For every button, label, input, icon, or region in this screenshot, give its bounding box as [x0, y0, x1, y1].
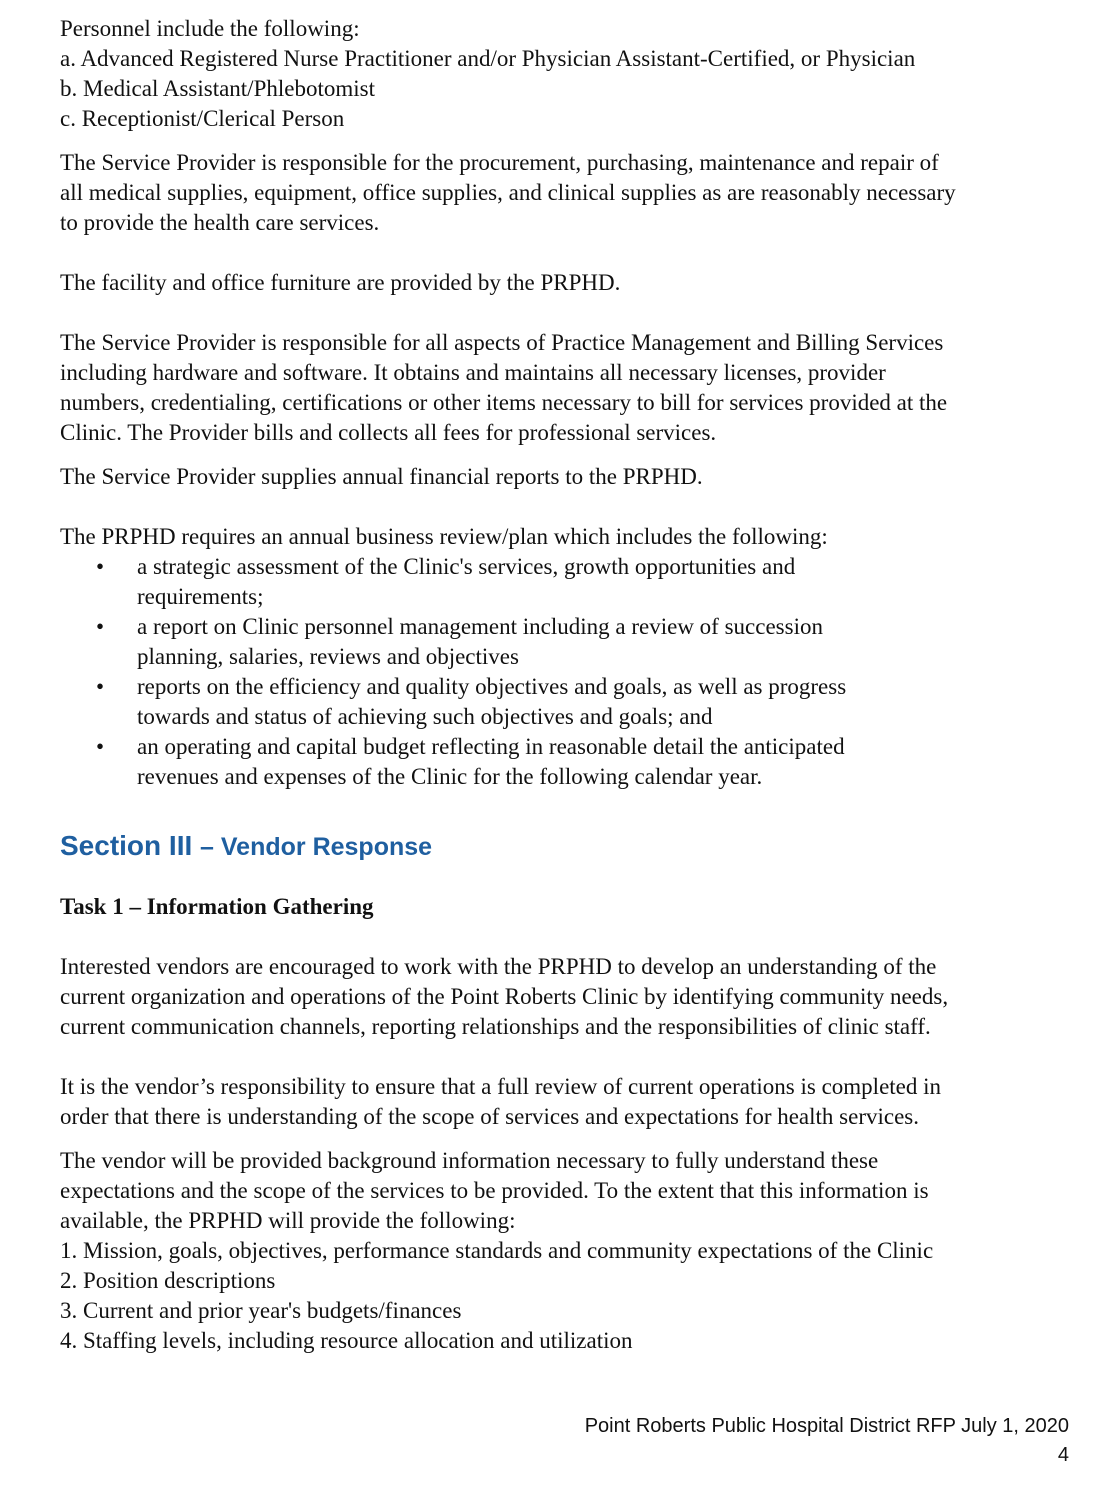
bullet-item [60, 732, 1090, 792]
bullet-icon: • [96, 554, 105, 579]
section-heading-sub: – Vendor Response [200, 833, 433, 861]
section-heading [60, 822, 1090, 866]
text-line: available, the PRPHD will provide the following: [60, 1208, 516, 1233]
text-line: requirements; [137, 584, 264, 609]
personnel-item: c. Receptionist/Clerical Person [60, 106, 345, 131]
bullet-icon: • [96, 674, 105, 699]
task-paragraph-2 [60, 1072, 1090, 1132]
document-page [60, 14, 1090, 1356]
billing-paragraph [60, 328, 1090, 448]
text-line: towards and status of achieving such objectives and goals; and [137, 704, 713, 729]
text-line: including hardware and software. It obtains and maintains all necessary licenses, provider [60, 360, 886, 385]
text-line: an operating and capital budget reflecting in reasonable detail the anticipated [137, 734, 845, 759]
text-line: The Service Provider is responsible for all aspects of Practice Management and Billing Services [60, 330, 944, 355]
review-paragraph [60, 522, 1090, 792]
procurement-paragraph [60, 148, 1090, 238]
text-line: a strategic assessment of the Clinic's services, growth opportunities and [137, 554, 796, 579]
text-line: The Service Provider is responsible for the procurement, purchasing, maintenance and repair of [60, 150, 939, 175]
personnel-block [60, 14, 1090, 134]
task-paragraph-1 [60, 952, 1090, 1042]
page-footer [585, 1412, 1069, 1470]
personnel-item: b. Medical Assistant/Phlebotomist [60, 76, 375, 101]
task-heading: Task 1 – Information Gathering [60, 894, 374, 919]
text-line: Interested vendors are encouraged to work with the PRPHD to develop an understanding of the [60, 954, 937, 979]
text-line: Clinic. The Provider bills and collects all fees for professional services. [60, 420, 717, 445]
bullet-item [60, 672, 1090, 732]
bullet-item [60, 612, 1090, 672]
text-line: The Service Provider supplies annual financial reports to the PRPHD. [60, 464, 703, 489]
text-line: revenues and expenses of the Clinic for the following calendar year. [137, 764, 763, 789]
review-bullet-list [60, 552, 1090, 792]
text-line: numbers, credentialing, certifications or other items necessary to bill for services provided at the [60, 390, 948, 415]
text-line: order that there is understanding of the scope of services and expectations for health services. [60, 1104, 919, 1129]
page-number: 4 [1057, 1444, 1069, 1466]
text-line: to provide the health care services. [60, 210, 380, 235]
bullet-icon: • [96, 734, 105, 759]
personnel-intro: Personnel include the following: [60, 16, 360, 41]
text-line: a report on Clinic personnel management including a review of succession [137, 614, 823, 639]
task-paragraph-3 [60, 1146, 1090, 1356]
bullet-icon: • [96, 614, 105, 639]
text-line: reports on the efficiency and quality objectives and goals, as well as progress [137, 674, 847, 699]
section-heading-main: Section III [60, 830, 201, 861]
text-line: all medical supplies, equipment, office supplies, and clinical supplies as are reasonably necessary [60, 180, 956, 205]
text-line: The facility and office furniture are provided by the PRPHD. [60, 270, 621, 295]
text-line: current communication channels, reporting relationships and the responsibilities of clinic staff. [60, 1014, 931, 1039]
footer-title: Point Roberts Public Hospital District RFP July 1, 2020 [584, 1415, 1069, 1437]
text-line: The vendor will be provided background information necessary to fully understand these [60, 1148, 879, 1173]
facility-paragraph [60, 268, 1090, 298]
numbered-item: 1. Mission, goals, objectives, performance standards and community expectations of the Clinic [60, 1238, 934, 1263]
numbered-item: 3. Current and prior year's budgets/finances [60, 1298, 462, 1323]
text-line: It is the vendor’s responsibility to ensure that a full review of current operations is completed in [60, 1074, 942, 1099]
numbered-item: 2. Position descriptions [60, 1268, 276, 1293]
personnel-item: a. Advanced Registered Nurse Practitioner and/or Physician Assistant-Certified, or Physician [60, 46, 916, 71]
text-line: planning, salaries, reviews and objectives [137, 644, 519, 669]
financial-paragraph [60, 462, 1090, 492]
review-intro: The PRPHD requires an annual business review/plan which includes the following: [60, 524, 828, 549]
text-line: current organization and operations of the Point Roberts Clinic by identifying community needs, [60, 984, 949, 1009]
text-line: expectations and the scope of the services to be provided. To the extent that this information is [60, 1178, 929, 1203]
bullet-item [60, 552, 1090, 612]
numbered-item: 4. Staffing levels, including resource allocation and utilization [60, 1328, 633, 1353]
